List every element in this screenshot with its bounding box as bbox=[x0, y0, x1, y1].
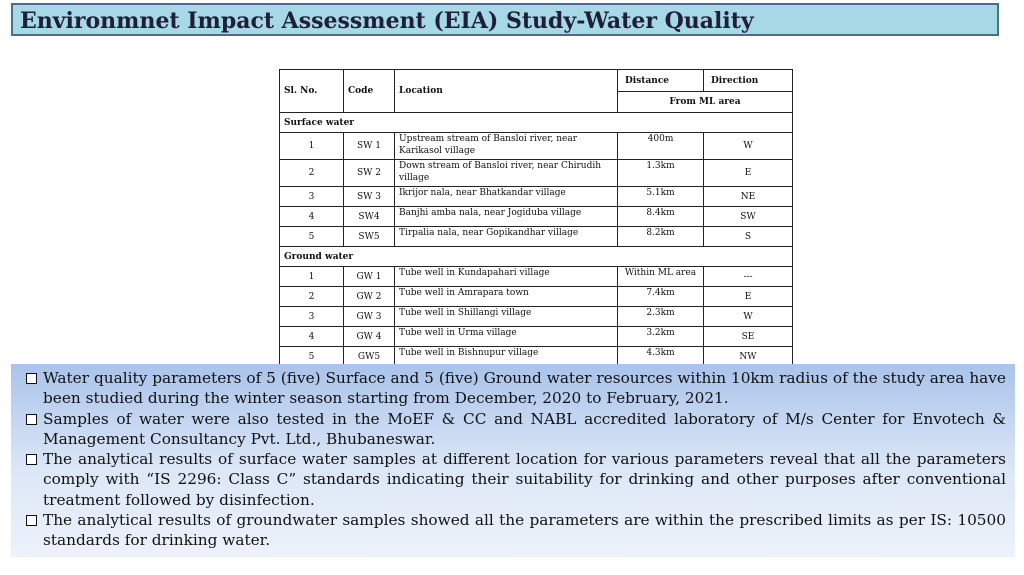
row-sl-no: 5 bbox=[280, 347, 344, 367]
row-location: Tube well in Urma village bbox=[395, 327, 618, 347]
checkbox-bullet-icon bbox=[26, 414, 37, 425]
header-sl-no: Sl. No. bbox=[280, 70, 344, 113]
row-code: SW4 bbox=[344, 207, 395, 227]
row-direction: W bbox=[704, 307, 793, 327]
row-code: SW 3 bbox=[344, 187, 395, 207]
row-location: Tirpalia nala, near Gopikandhar village bbox=[395, 227, 618, 247]
row-distance: 7.4km bbox=[618, 287, 704, 307]
row-sl-no: 3 bbox=[280, 187, 344, 207]
row-sl-no: 1 bbox=[280, 133, 344, 160]
row-distance: 3.2km bbox=[618, 327, 704, 347]
bullet-text: Samples of water were also tested in the MoEF & CC and NABL accredited laboratory of M/s Center for Envotech & Management Consultancy Pvt. Ltd., Bhubaneswar. bbox=[43, 409, 1006, 448]
row-direction: E bbox=[704, 160, 793, 187]
row-sl-no: 3 bbox=[280, 307, 344, 327]
summary-panel bbox=[11, 364, 1015, 557]
table-row bbox=[280, 287, 793, 307]
section-row-surface bbox=[280, 113, 793, 133]
checkbox-bullet-icon bbox=[26, 373, 37, 384]
table-row bbox=[280, 227, 793, 247]
section-label-surface-water: Surface water bbox=[280, 113, 793, 133]
table-row bbox=[280, 327, 793, 347]
table-row bbox=[280, 267, 793, 287]
row-location: Ikrijor nala, near Bhatkandar village bbox=[395, 187, 618, 207]
row-sl-no: 5 bbox=[280, 227, 344, 247]
row-sl-no: 2 bbox=[280, 160, 344, 187]
row-distance: 5.1km bbox=[618, 187, 704, 207]
bullet-text: The analytical results of groundwater samples showed all the parameters are within the prescribed limits as per IS: 10500 standards for drinking water. bbox=[43, 511, 1006, 550]
bullet-list bbox=[26, 368, 1006, 551]
checkbox-bullet-icon bbox=[26, 515, 37, 526]
row-direction: E bbox=[704, 287, 793, 307]
row-sl-no: 1 bbox=[280, 267, 344, 287]
bullet-item bbox=[26, 449, 1006, 510]
header-code: Code bbox=[344, 70, 395, 113]
row-sl-no: 2 bbox=[280, 287, 344, 307]
row-distance: 4.3km bbox=[618, 347, 704, 367]
checkbox-bullet-icon bbox=[26, 454, 37, 465]
row-distance: 1.3km bbox=[618, 160, 704, 187]
row-location: Tube well in Kundapahari village bbox=[395, 267, 618, 287]
row-distance: 8.2km bbox=[618, 227, 704, 247]
row-code: GW 2 bbox=[344, 287, 395, 307]
row-location: Upstream stream of Bansloi river, near Karikasol village bbox=[395, 133, 618, 160]
row-direction: W bbox=[704, 133, 793, 160]
row-location: Tube well in Amrapara town bbox=[395, 287, 618, 307]
bullet-text: Water quality parameters of 5 (five) Surface and 5 (five) Ground water resources within 10km radius of the study area have been studied during the winter season starting from December, 2020 to February, 2021. bbox=[43, 369, 1006, 408]
row-distance: 8.4km bbox=[618, 207, 704, 227]
row-code: SW 1 bbox=[344, 133, 395, 160]
row-direction: NW bbox=[704, 347, 793, 367]
table-body bbox=[280, 70, 793, 367]
row-sl-no: 4 bbox=[280, 207, 344, 227]
header-from-ml-area: From ML area bbox=[618, 92, 793, 113]
section-label-ground-water: Ground water bbox=[280, 247, 793, 267]
header-row bbox=[280, 70, 793, 92]
bullet-item bbox=[26, 368, 1006, 409]
row-distance: 400m bbox=[618, 133, 704, 160]
bullet-item bbox=[26, 409, 1006, 450]
row-code: SW 2 bbox=[344, 160, 395, 187]
row-location: Tube well in Bishnupur village bbox=[395, 347, 618, 367]
row-direction: SE bbox=[704, 327, 793, 347]
row-code: GW5 bbox=[344, 347, 395, 367]
header-distance: Distance bbox=[618, 70, 704, 92]
table-row bbox=[280, 133, 793, 160]
row-distance: Within ML area bbox=[618, 267, 704, 287]
table-row bbox=[280, 160, 793, 187]
title-bar bbox=[11, 3, 999, 36]
bullet-item bbox=[26, 510, 1006, 551]
row-direction: SW bbox=[704, 207, 793, 227]
bullet-text: The analytical results of surface water samples at different location for various parameters reveal that all the parameters comply with “IS 2296: Class C” standards indicating their suitability for drinking and other purposes after conventional treatment followed by disinfection. bbox=[43, 450, 1006, 509]
header-direction: Direction bbox=[704, 70, 793, 92]
row-direction: NE bbox=[704, 187, 793, 207]
row-location: Down stream of Bansloi river, near Chirudih village bbox=[395, 160, 618, 187]
row-direction: --- bbox=[704, 267, 793, 287]
row-location: Banjhi amba nala, near Jogiduba village bbox=[395, 207, 618, 227]
sampling-locations-table bbox=[279, 69, 793, 367]
header-location: Location bbox=[395, 70, 618, 113]
table-row bbox=[280, 207, 793, 227]
row-code: GW 1 bbox=[344, 267, 395, 287]
row-distance: 2.3km bbox=[618, 307, 704, 327]
row-code: GW 4 bbox=[344, 327, 395, 347]
row-code: SW5 bbox=[344, 227, 395, 247]
page-title: Environmnet Impact Assessment (EIA) Study-Water Quality bbox=[20, 8, 754, 34]
row-sl-no: 4 bbox=[280, 327, 344, 347]
row-direction: S bbox=[704, 227, 793, 247]
row-code: GW 3 bbox=[344, 307, 395, 327]
table-row bbox=[280, 187, 793, 207]
section-row-ground bbox=[280, 247, 793, 267]
row-location: Tube well in Shillangi village bbox=[395, 307, 618, 327]
table-row bbox=[280, 307, 793, 327]
